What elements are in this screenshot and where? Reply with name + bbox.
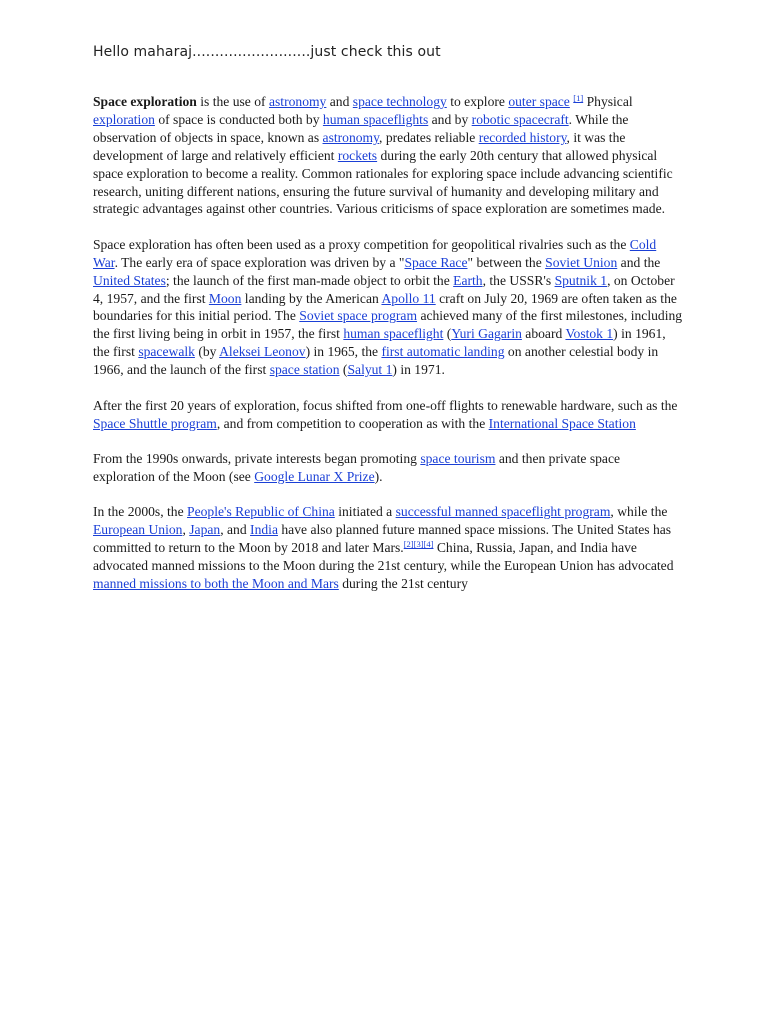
hyperlink[interactable]: astronomy — [268, 94, 327, 109]
paragraph-2000s — [93, 503, 683, 593]
hyperlink[interactable]: spacewalk — [138, 344, 195, 360]
text-run: , and from competition to cooperation as with the — [216, 415, 489, 431]
text-run: aboard — [521, 326, 566, 342]
hyperlink[interactable]: India — [250, 522, 278, 538]
text-run: to explore — [446, 94, 509, 109]
hyperlink[interactable]: successful manned spaceflight program — [395, 504, 611, 520]
text-run: . The early era of space exploration was driven by a " — [114, 254, 405, 270]
text-run: ) in 1965, the — [305, 344, 382, 360]
hyperlink[interactable]: International Space Station — [488, 415, 636, 431]
text-run: . While the observation of objects in space, known as — [93, 111, 629, 145]
hyperlink[interactable]: European Union — [93, 522, 183, 538]
hyperlink[interactable]: Vostok 1 — [565, 326, 614, 342]
article-body — [93, 93, 683, 610]
greeting-line: Hello maharaj..........................just check this out — [93, 44, 441, 60]
hyperlink[interactable]: first automatic landing — [381, 344, 505, 360]
hyperlink[interactable]: robotic spacecraft — [471, 111, 569, 127]
hyperlink[interactable]: Space Shuttle program — [93, 415, 217, 431]
text-run: ) in 1971. — [392, 362, 445, 378]
hyperlink[interactable]: manned missions to both the Moon and Mars — [93, 575, 339, 591]
text-run: have also planned future manned space missions. The United States has committed to return to the Moon by 2018 and later Mars. — [93, 522, 672, 556]
text-run: ) in 1961, the first — [93, 326, 666, 360]
hyperlink[interactable]: Space Race — [404, 254, 468, 270]
hyperlink[interactable]: Cold War — [93, 236, 657, 270]
text-run: landing by the American — [241, 290, 382, 306]
hyperlink[interactable]: People's Republic of China — [187, 504, 335, 520]
hyperlink[interactable]: Earth — [453, 272, 483, 288]
text-run: , predates reliable — [379, 129, 479, 145]
hyperlink[interactable]: recorded history — [478, 129, 567, 145]
hyperlink[interactable]: human spaceflights — [322, 111, 429, 127]
hyperlink[interactable]: Soviet Union — [545, 254, 618, 270]
hyperlink[interactable]: outer space — [508, 94, 570, 109]
hyperlink[interactable]: Aleksei Leonov — [219, 344, 306, 360]
text-run: craft on July 20, 1969 are often taken as the boundaries for this initial period. The — [93, 290, 677, 324]
hyperlink[interactable]: astronomy — [322, 129, 380, 145]
hyperlink[interactable]: Moon — [208, 290, 242, 306]
text-run: , it was the development of large and relatively efficient — [93, 129, 626, 163]
bold-term: Space exploration — [93, 94, 197, 109]
hyperlink[interactable]: United States — [93, 272, 166, 288]
hyperlink[interactable]: Apollo 11 — [381, 290, 436, 306]
text-run: is the use of — [196, 94, 269, 109]
text-run: initiated a — [334, 504, 396, 520]
text-run: achieved many of the first milestones, including the first living being in orbit in 1957, the first — [93, 308, 683, 342]
hyperlink[interactable]: Sputnik 1 — [554, 272, 608, 288]
text-run: , the USSR's — [482, 272, 555, 288]
paragraph-intro — [93, 93, 683, 218]
paragraph-cooperation — [93, 397, 683, 433]
citation-ref — [573, 93, 583, 103]
hyperlink[interactable]: Japan — [189, 522, 221, 538]
citation-link[interactable]: [2][3][4] — [403, 539, 434, 550]
text-run: Space exploration has often been used as a proxy competition for geopolitical rivalries such as the — [93, 236, 630, 252]
text-run: on another celestial body in 1966, and the launch of the first — [93, 344, 659, 378]
hyperlink[interactable]: human spaceflight — [343, 326, 444, 342]
text-run: during the 21st century — [338, 575, 468, 591]
text-run: ; the launch of the first man-made object to orbit the — [165, 272, 454, 288]
text-run: , — [182, 522, 190, 538]
hyperlink[interactable]: exploration — [93, 111, 155, 127]
paragraph-private-interests — [93, 450, 683, 486]
text-run: , while the — [610, 504, 668, 520]
hyperlink[interactable]: Yuri Gagarin — [451, 326, 522, 342]
text-run: and then private space exploration of the Moon (see — [93, 450, 621, 484]
text-run: In the 2000s, the — [93, 504, 188, 520]
text-run: " between the — [467, 254, 546, 270]
text-run: From the 1990s onwards, private interests began promoting — [93, 450, 421, 466]
text-run: (by — [194, 344, 220, 360]
citation-ref — [404, 539, 434, 549]
text-run: ( — [339, 362, 348, 378]
hyperlink[interactable]: space station — [269, 362, 340, 378]
text-run: ( — [443, 326, 452, 342]
text-run: ). — [374, 468, 383, 484]
citation-link[interactable]: [1] — [573, 93, 584, 103]
text-run: and by — [428, 111, 472, 127]
text-run: and — [326, 94, 353, 109]
text-run: China, Russia, Japan, and India have advocated manned missions to the Moon during the 21st century, while the European Union has advocated — [93, 540, 674, 573]
text-run: and the — [617, 254, 661, 270]
text-run: , and — [220, 522, 251, 538]
hyperlink[interactable]: Google Lunar X Prize — [254, 468, 375, 484]
hyperlink[interactable]: space tourism — [420, 450, 496, 466]
paragraph-space-race — [93, 236, 683, 379]
text-run: , on October 4, 1957, and the first — [93, 272, 675, 306]
hyperlink[interactable]: Salyut 1 — [347, 362, 393, 378]
hyperlink[interactable]: space technology — [352, 94, 447, 109]
hyperlink[interactable]: Soviet space program — [299, 308, 418, 324]
text-run: After the first 20 years of exploration, focus shifted from one-off flights to renewable hardware, such as the — [93, 397, 678, 413]
text-run: of space is conducted both by — [154, 111, 323, 127]
text-run: during the early 20th century that allowed physical space exploration to become a reality. Common rationales for exploring space include advancing scientific research, uniting different nations, ensuring the future survival of humanity and developing military and strategic advantages against other countries. Various criticisms of space exploration are sometimes made. — [93, 147, 673, 217]
text-run: Physical — [583, 94, 633, 109]
hyperlink[interactable]: rockets — [337, 147, 378, 163]
